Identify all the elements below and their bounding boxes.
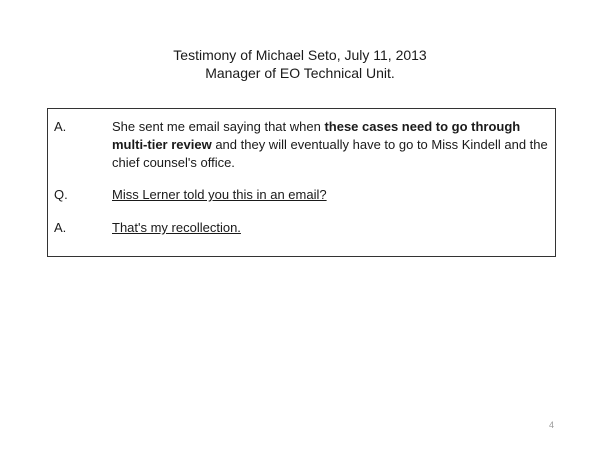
page-number: 4 bbox=[549, 420, 555, 430]
question-text: Miss Lerner told you this in an email? bbox=[112, 187, 327, 202]
speaker-label: Q. bbox=[54, 187, 68, 202]
speaker-label: A. bbox=[54, 220, 67, 235]
answer-2-text-wrap bbox=[112, 219, 548, 237]
answer-2-text: That's my recollection. bbox=[112, 220, 241, 235]
answer-text bbox=[112, 118, 548, 172]
speaker-label: A. bbox=[54, 119, 67, 134]
transcript-box bbox=[47, 108, 556, 257]
testimony-title: Testimony of Michael Seto, July 11, 2013 bbox=[173, 47, 427, 63]
answer-text-part: She sent me email saying that when bbox=[112, 119, 325, 134]
answer-text-emphasis: these cases need to go through multi-tier review bbox=[112, 119, 521, 152]
witness-role: Manager of EO Technical Unit. bbox=[205, 65, 395, 81]
document-header bbox=[0, 46, 600, 82]
question-text-wrap bbox=[112, 186, 548, 204]
answer-text-part: and they will eventually have to go to Miss Kindell and the chief counsel's office. bbox=[112, 137, 548, 170]
